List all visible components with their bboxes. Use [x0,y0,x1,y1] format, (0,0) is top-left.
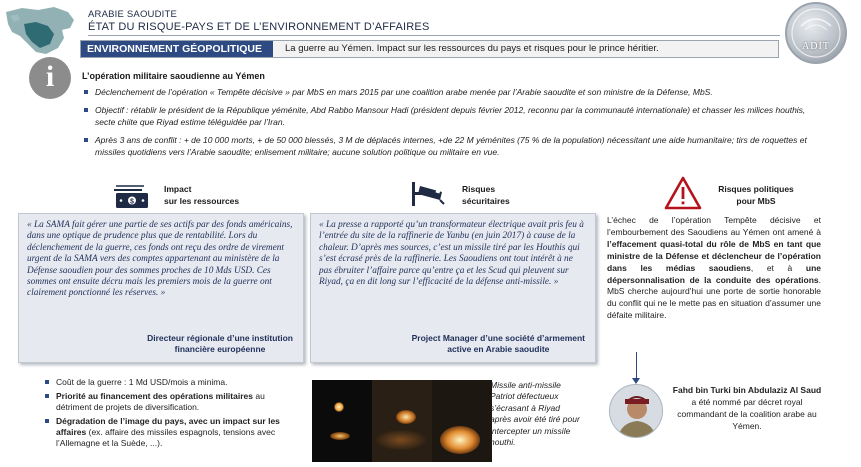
quote-security-source-line1: Project Manager d’une société d’armement [411,333,585,343]
political-heading [714,183,798,207]
portrait-caption [672,384,822,432]
quote-security-source [412,333,585,355]
cctv-camera-icon [410,180,446,215]
quote-security-text: « La presse a rapporté qu’un transformateur électrique avait pris feu à l’entrée du site de la raffinerie de Yanbu (en juin 2017) à cause de la chaleur. D’après mes sources, c’est un missile tiré par les Houthis qui s’est écrasé près de la raffinerie. Les Saoudiens ont tout intérêt à ne pas ébruiter l’affaire parce qu’entre ça et les Scud qui pleuvent sur Riyad, ça en dit long sur l’efficacité de la défense anti-missile. » [319,220,584,288]
section-tag: ENVIRONNEMENT GÉOPOLITIQUE [81,41,273,57]
political-risk-text-part: L’échec de l’opération Tempête décisive et l’embourbement des Saoudiens au Yémen ont amené à [607,215,821,237]
operation-bullet: Objectif : rétablir le président de la République yéménite, Abd Rabbo Mansour Hadi (président depuis février 2012, reconnu par la communauté internationale) et chasser les milices houthis, secte chiite que Riyad estime téléguidée par l’Iran. [82,104,817,128]
quote-box-security [310,213,596,363]
info-icon: i [29,57,71,99]
quote-security-source-line2: active en Arabie saoudite [447,344,550,354]
adit-logo [785,2,847,64]
operation-bullet: Après 3 ans de conflit : + de 10 000 morts, + de 50 000 blessés, 3 M de déplacés internes, +de 22 M yéménites (75 % de la population) nécessitant une aide humanitaire; tirs de roquettes et missiles quotidiens vers l’Arabie saoudite; enlisement militaire; aucune solution politique ou militaire en vue. [82,134,817,158]
political-heading-line2: pour MbS [736,196,776,206]
quote-resources-source-line2: financière européenne [174,344,266,354]
political-risk-text [607,215,821,322]
political-risk-text-part: . MbS cherche aujourd’hui une porte de sortie honorable du conflit qui ne le mette pas en situation d’assumer une défaite militaire. [607,274,821,321]
impact-heading-line2: sur les ressources [164,196,240,206]
operation-title: L’opération militaire saoudienne au Yémen [82,71,265,81]
missile-photo-1 [312,380,372,462]
quote-resources-source [147,333,293,355]
portrait-caption-text: a été nommé par décret royal commandant de la coalition arabe au Yémen. [677,397,817,431]
portrait-caption-name: Fahd bin Turki bin Abdulaziz Al Saud [672,385,822,395]
missile-photo-3 [432,380,492,462]
security-heading-line1: Risques [462,184,496,194]
photo-caption: Missile anti-missile Patriot défectueux s’écrasant à Riyad après avoir été tiré pour intercepter un missile houthi. [490,380,580,448]
adit-logo-text: ADIT [802,41,830,52]
quote-box-resources [18,213,304,363]
header-country: ARABIE SAOUDITE [88,9,178,20]
missile-photo-2 [372,380,432,462]
cost-bullet-text: Coût de la guerre : 1 Md USD/mois a minima. [56,377,228,387]
cost-bullet-text: au détriment de projets de diversification. [56,391,265,412]
commander-portrait [609,384,663,438]
security-heading [452,183,522,207]
quote-resources-text: « La SAMA fait gérer une partie de ses actifs par des fonds américains, dans une optique de prudence plus que de rentabilité. Lors du déclenchement de la guerre, ces fonds ont reçu des ordre de virement urgent de la SAMA vers des comptes appartenant au ministère de la Défense saoudien pour des sommes proches de 10 Mds USD. Ces sommes ont ensuite décru mais les premiers mois de la guerre ont clairement ponctionné les réserves. » [27,220,293,299]
political-risk-text-part: , et à [750,262,806,273]
political-heading-line1: Risques politiques [718,184,794,194]
cost-bullet-emphasis: Dégradation de l’image du pays, avec un impact sur les affaires [56,416,280,437]
page-title: ÉTAT DU RISQUE-PAYS ET DE L’ENVIRONNEMENT D’AFFAIRES [88,21,430,33]
impact-heading [160,183,246,207]
impact-heading-line1: Impact [164,184,192,194]
section-description: La guerre au Yémen. Impact sur les ressources du pays et risques pour le prince héritier. [285,43,659,54]
quote-resources-source-line1: Directeur régionale d’une institution [147,333,293,343]
operation-bullet-list [82,86,817,164]
connector-line [636,352,637,380]
cost-bullet [42,391,292,413]
political-risk-emphasis: l’effacement quasi-total du rôle de MbS en tant que ministre de la Défense et déclencheur de l’opération dans les médias saoudiens [607,238,821,273]
cost-bullet-text: (ex. affaire des missiles espagnols, tensions avec l’Allemagne et la Suède, ...). [56,427,276,448]
money-icon [112,182,152,215]
cost-bullet [42,416,292,449]
cost-bullet [42,377,292,388]
political-risk-emphasis: une dépersonnalisation de la conduite des opérations [607,262,821,285]
cost-bullet-list [42,377,292,452]
cost-bullet-emphasis: Priorité au financement des opérations militaires [56,391,253,401]
security-heading-line2: sécuritaires [462,196,510,206]
operation-bullet: Déclenchement de l’opération « Tempête décisive » par MbS en mars 2015 par une coalition arabe menée par l’Arabie saoudite et son ministre de la Défense, MbS. [82,86,817,98]
header-divider [88,35,780,36]
svg-text:$: $ [130,198,134,206]
warning-icon [664,176,702,215]
region-map-logo [2,2,80,60]
section-bar [80,40,779,58]
